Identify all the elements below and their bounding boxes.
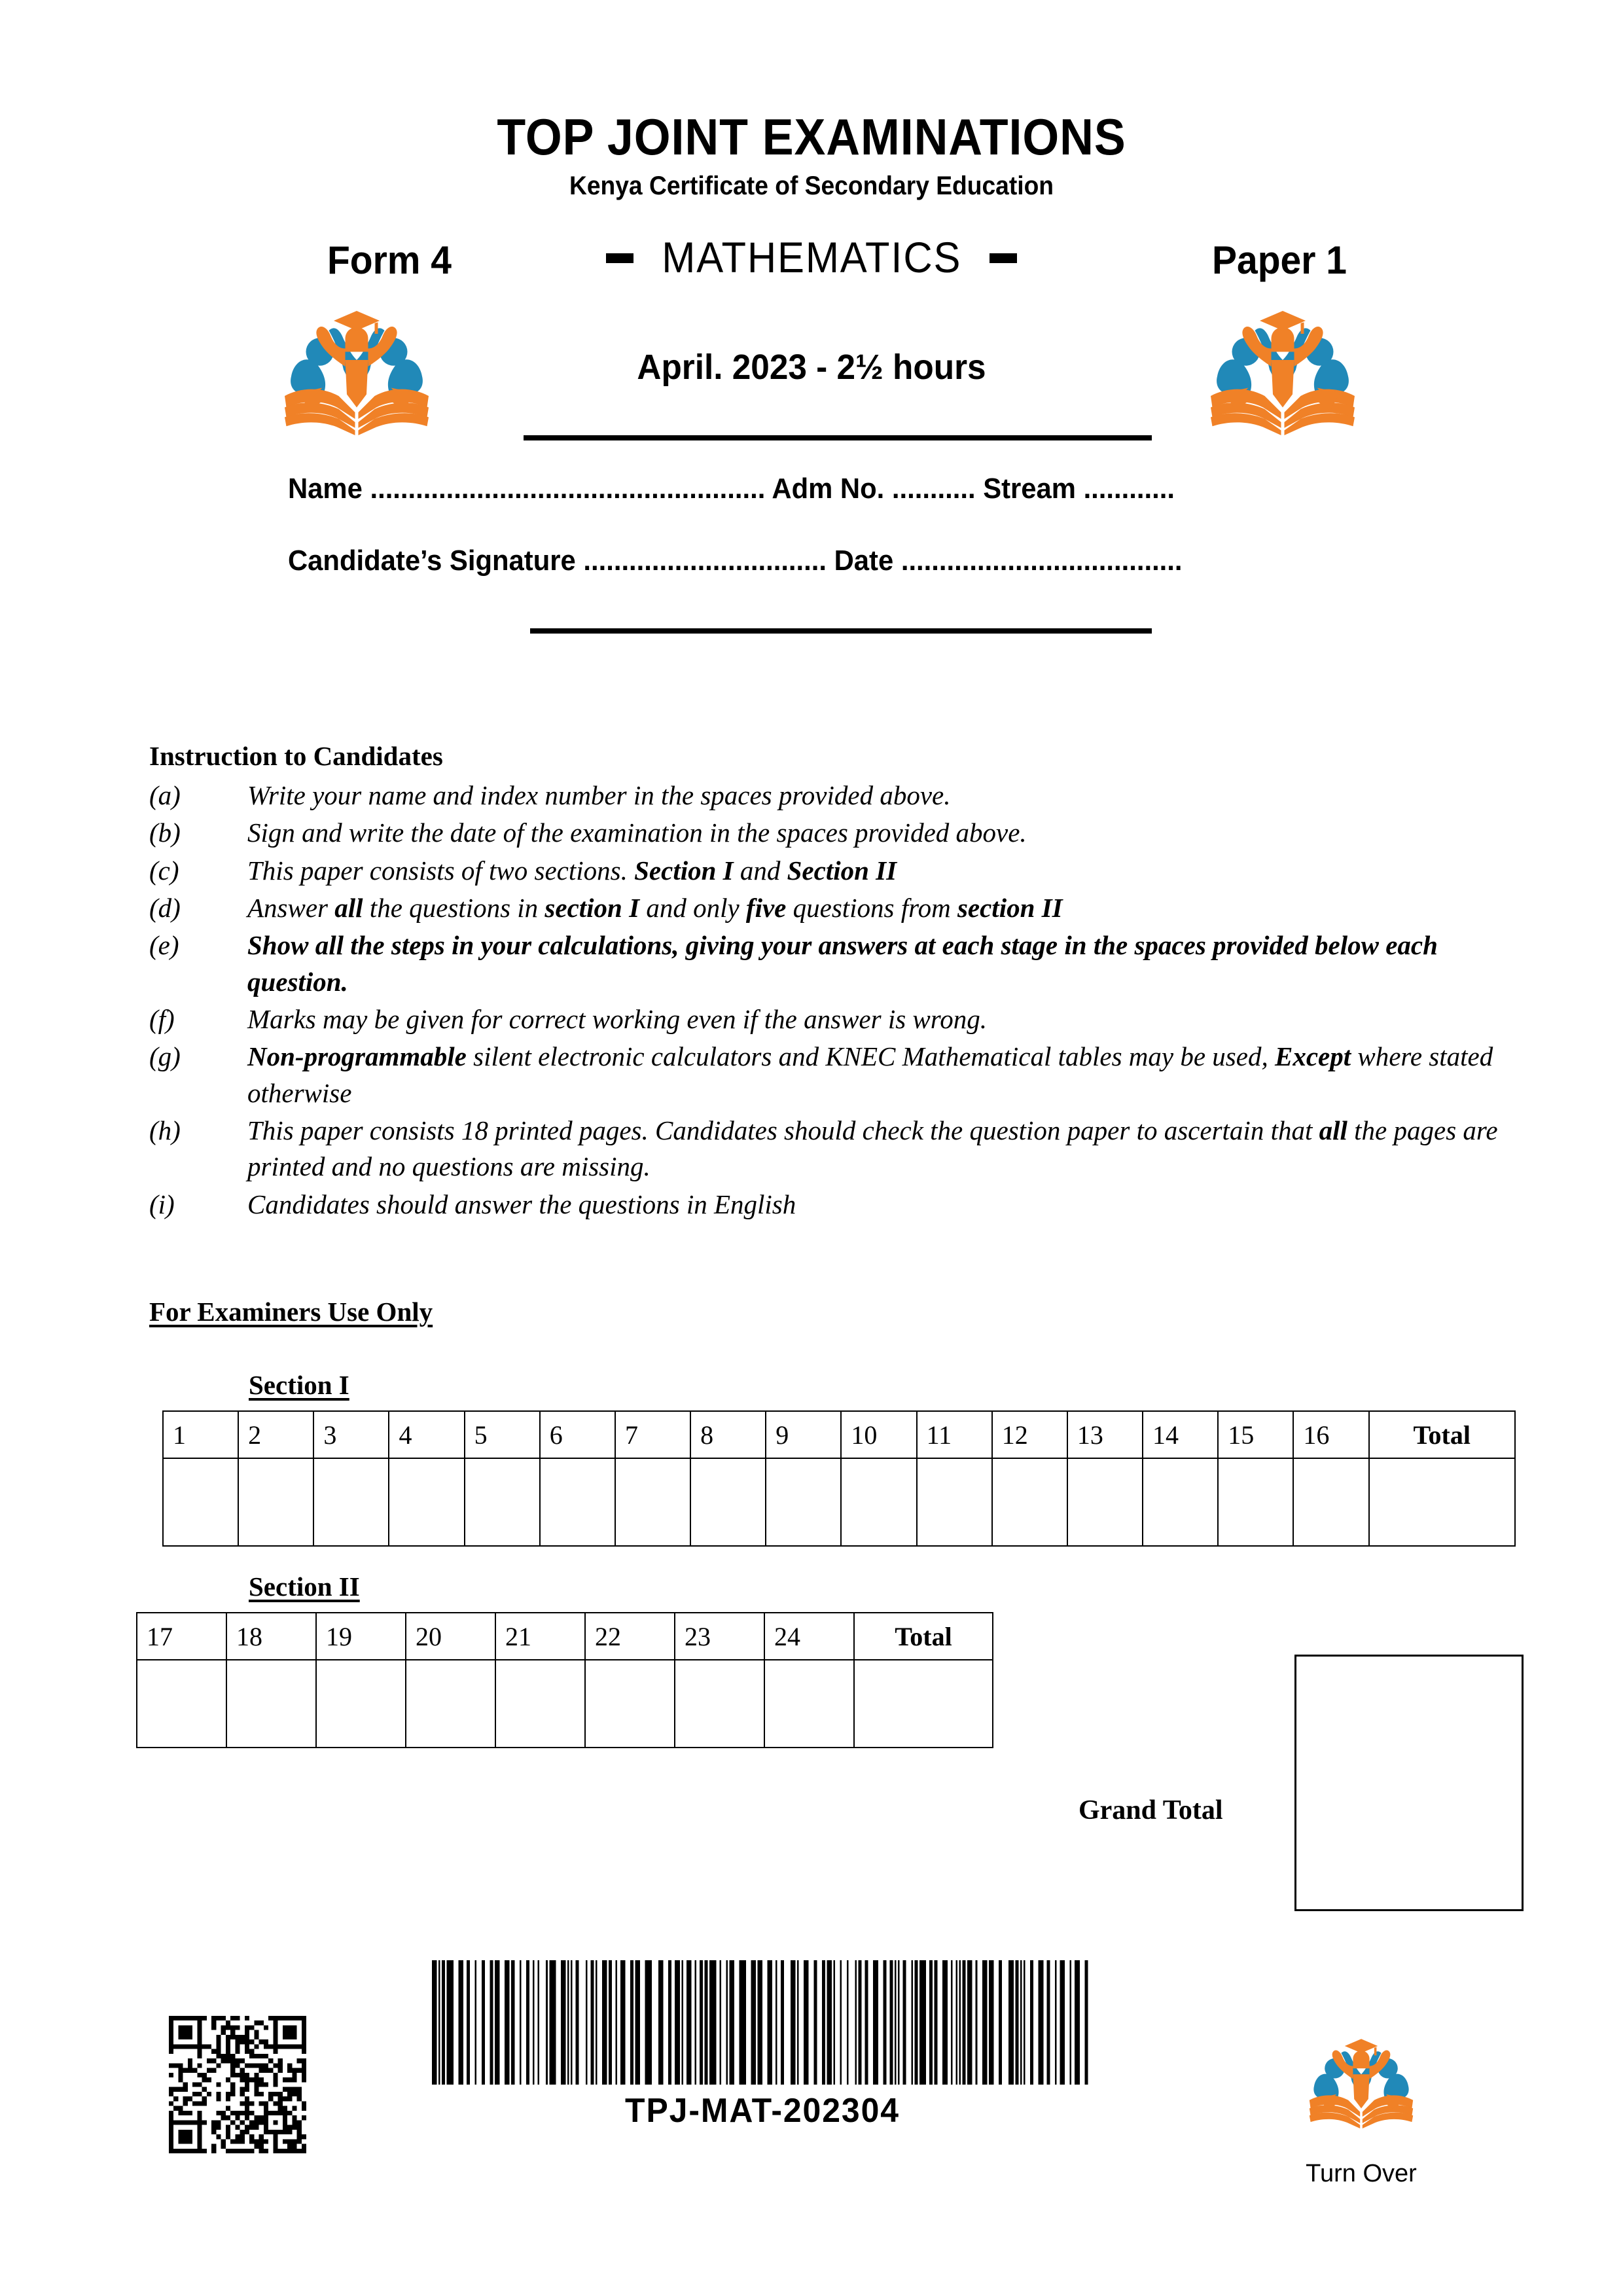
score-entry-cell[interactable] (1143, 1458, 1218, 1546)
instruction-item (149, 927, 1504, 1000)
barcode-group (432, 1960, 1093, 2130)
score-entry-cell[interactable] (1067, 1458, 1143, 1546)
question-number-cell: 11 (917, 1411, 992, 1458)
barcode-icon (432, 1960, 1093, 2085)
subject-title-group (537, 232, 1086, 282)
total-header-cell: Total (854, 1613, 993, 1660)
question-number-cell: 22 (585, 1613, 675, 1660)
score-entry-cell[interactable] (585, 1660, 675, 1748)
question-number-cell: 24 (764, 1613, 854, 1660)
instruction-marker: (i) (149, 1189, 175, 1219)
instructions-list (149, 778, 1504, 1224)
score-entry-cell[interactable] (226, 1660, 316, 1748)
school-logo-icon (1201, 288, 1364, 452)
score-entry-cell[interactable] (137, 1660, 226, 1748)
instruction-item (149, 1113, 1504, 1185)
section-2-marks-table (136, 1612, 993, 1748)
question-number-cell: 5 (465, 1411, 540, 1458)
question-number-cell: 2 (238, 1411, 313, 1458)
date-duration-label: April. 2023 - 2½ hours (637, 348, 986, 387)
score-entry-cell[interactable] (389, 1458, 464, 1546)
question-number-cell: 8 (690, 1411, 766, 1458)
paper-label: Paper 1 (1212, 238, 1347, 282)
school-logo-icon (1302, 2022, 1420, 2140)
question-number-cell: 19 (316, 1613, 406, 1660)
instruction-marker: (e) (149, 930, 179, 961)
score-entry-cell[interactable] (313, 1458, 389, 1546)
score-entry-cell[interactable] (495, 1660, 585, 1748)
score-entry-cell[interactable] (675, 1660, 764, 1748)
score-entry-cell[interactable] (1218, 1458, 1293, 1546)
paper-title-row (0, 232, 1623, 317)
question-number-cell: 14 (1143, 1411, 1218, 1458)
instruction-item (149, 853, 1504, 889)
question-number-cell: 4 (389, 1411, 464, 1458)
score-entry-cell[interactable] (764, 1660, 854, 1748)
score-entry-cell[interactable] (163, 1458, 238, 1546)
score-entry-cell[interactable] (406, 1660, 495, 1748)
question-number-cell: 9 (766, 1411, 841, 1458)
instruction-marker: (b) (149, 817, 181, 848)
instruction-text: This paper consists of two sections. Section I and Section II (247, 855, 897, 886)
question-number-cell: 3 (313, 1411, 389, 1458)
instruction-text: This paper consists 18 printed pages. Candidates should check the question paper to ascertain that all the pages are printed and no questions are missing. (247, 1115, 1498, 1182)
question-number-cell: 7 (615, 1411, 690, 1458)
instruction-text: Answer all the questions in section I and only five questions from section II (247, 893, 1063, 924)
section-2-caption: Section II (249, 1571, 360, 1602)
grand-total-box (1294, 1655, 1524, 1911)
dash-left-icon (606, 253, 633, 263)
header-rule-bottom (530, 628, 1152, 634)
instruction-text: Write your name and index number in the spaces provided above. (247, 780, 951, 810)
score-entry-cell[interactable] (615, 1458, 690, 1546)
table-header-row (137, 1613, 993, 1660)
grand-total-label: Grand Total (1079, 1795, 1223, 1825)
exam-title: TOP JOINT EXAMINATIONS (497, 108, 1126, 166)
score-entry-cell[interactable] (316, 1660, 406, 1748)
instruction-marker: (h) (149, 1115, 181, 1146)
instruction-item (149, 1039, 1504, 1111)
score-entry-cell[interactable] (841, 1458, 916, 1546)
score-entry-cell[interactable] (854, 1660, 993, 1748)
score-entry-cell[interactable] (540, 1458, 615, 1546)
score-entry-cell[interactable] (1369, 1458, 1516, 1546)
instruction-marker: (f) (149, 1004, 175, 1035)
score-entry-cell[interactable] (465, 1458, 540, 1546)
candidate-signature-line: Candidate’s Signature ................................ Date ..................................... (288, 545, 1183, 577)
score-entry-cell[interactable] (766, 1458, 841, 1546)
instruction-marker: (c) (149, 855, 179, 886)
qr-code-icon (169, 2016, 306, 2153)
total-header-cell: Total (1369, 1411, 1516, 1458)
question-number-cell: 23 (675, 1613, 764, 1660)
instruction-text: Marks may be given for correct working even if the answer is wrong. (247, 1004, 987, 1035)
question-number-cell: 10 (841, 1411, 916, 1458)
instruction-marker: (a) (149, 780, 181, 810)
question-number-cell: 6 (540, 1411, 615, 1458)
score-entry-cell[interactable] (690, 1458, 766, 1546)
subject-label: MATHEMATICS (661, 233, 962, 281)
section-1-caption: Section I (249, 1370, 349, 1400)
instruction-item (149, 1001, 1504, 1037)
question-number-cell: 12 (992, 1411, 1067, 1458)
instruction-text: Show all the steps in your calculations, giving your answers at each stage in the spaces provided below each question. (247, 930, 1438, 997)
candidate-name-line: Name .................................................... Adm No. ........... Stream ............ (288, 473, 1175, 505)
exam-subtitle: Kenya Certificate of Secondary Education (569, 171, 1054, 200)
score-entry-cell[interactable] (917, 1458, 992, 1546)
question-number-cell: 18 (226, 1613, 316, 1660)
table-score-row (163, 1458, 1515, 1546)
turn-over-label: Turn Over (1306, 2160, 1417, 2187)
instructions-heading: Instruction to Candidates (149, 741, 443, 771)
instruction-text: Sign and write the date of the examination in the spaces provided above. (247, 817, 1027, 848)
question-number-cell: 1 (163, 1411, 238, 1458)
question-number-cell: 20 (406, 1613, 495, 1660)
instruction-item (149, 815, 1504, 851)
barcode-text: TPJ-MAT-202304 (625, 2092, 900, 2130)
table-score-row (137, 1660, 993, 1748)
instruction-text: Non-programmable silent electronic calculators and KNEC Mathematical tables may be used, Except where stated otherwise (247, 1041, 1493, 1108)
instruction-item (149, 778, 1504, 814)
table-header-row (163, 1411, 1515, 1458)
instruction-text: Candidates should answer the questions in English (247, 1189, 796, 1219)
form-label: Form 4 (327, 238, 452, 282)
instruction-item (149, 1187, 1504, 1223)
question-number-cell: 15 (1218, 1411, 1293, 1458)
examiners-use-heading: For Examiners Use Only (149, 1297, 433, 1327)
instruction-marker: (d) (149, 893, 181, 924)
dash-right-icon (990, 253, 1017, 263)
question-number-cell: 17 (137, 1613, 226, 1660)
section-1-marks-table (162, 1410, 1516, 1547)
instruction-marker: (g) (149, 1041, 181, 1072)
header-rule-top (524, 435, 1152, 440)
question-number-cell: 16 (1293, 1411, 1368, 1458)
exam-header (0, 108, 1623, 201)
score-entry-cell[interactable] (992, 1458, 1067, 1546)
score-entry-cell[interactable] (238, 1458, 313, 1546)
school-logo-icon (275, 288, 438, 452)
question-number-cell: 21 (495, 1613, 585, 1660)
instruction-item (149, 890, 1504, 926)
score-entry-cell[interactable] (1293, 1458, 1368, 1546)
question-number-cell: 13 (1067, 1411, 1143, 1458)
